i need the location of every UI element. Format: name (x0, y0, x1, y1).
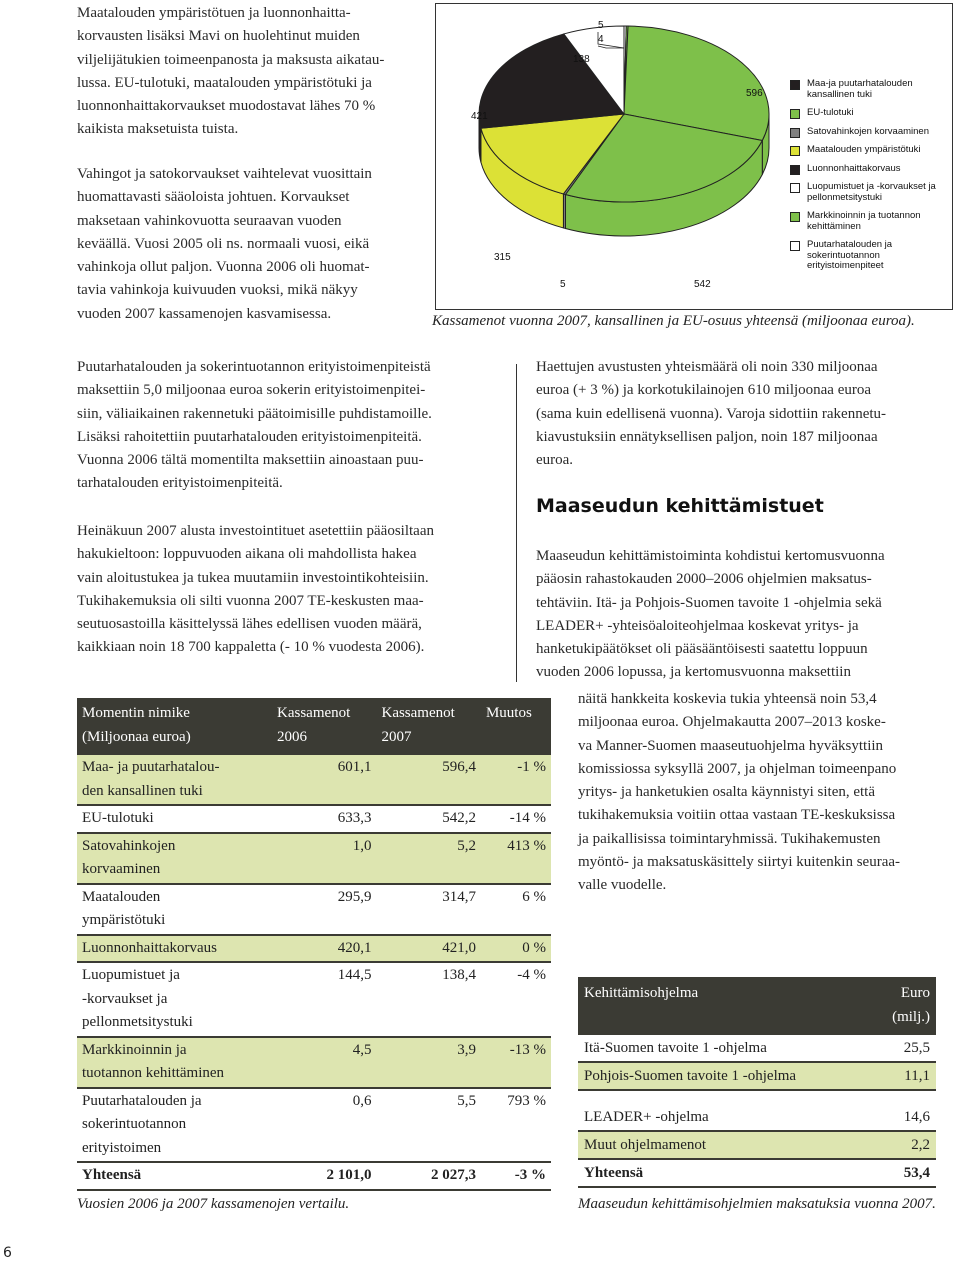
grants-line: (sama kuin edellisenä vuonna). Varoja sidottiin rakennetu- (536, 405, 887, 422)
pie-data-label: 138 (573, 54, 590, 65)
development-programme-table (578, 977, 936, 1188)
rural-cont-line: myöntö- ja maksatuskäsittely siirtyi kuitenkin seuraa- (578, 854, 901, 871)
investment-line: seutuosastoilla käsittelyssä lähes edellisen vuoden määrä, (77, 616, 422, 633)
table-cell: LEADER+ -ohjelma (584, 1109, 709, 1125)
legend-swatch (790, 212, 800, 222)
table-cell: Yhteensä (578, 1159, 871, 1187)
column-divider (516, 364, 517, 682)
table-total-row (578, 1159, 936, 1187)
table-cell: 5,5 (457, 1092, 476, 1109)
chart-legend (790, 79, 950, 280)
legend-entry (790, 240, 950, 272)
intro-line: viljelijätukien toimeenpanosta ja maksusta aikatau- (77, 51, 385, 68)
sugar-line: maksettiin 5,0 miljoonaa euroa sokerin erityistoimenpitei- (77, 382, 426, 399)
pie-data-label: 542 (694, 279, 711, 290)
sugar-line: tarhatalouden erityistoimenpiteitä. (77, 475, 283, 492)
table-cell: -4 % (517, 967, 546, 983)
damage-line: maksetaan vahinkovuotta seuraavan vuoden (77, 212, 342, 229)
pie-data-label: 421 (471, 111, 488, 122)
table-cell: Maa- ja puutarhatalou- den kansallinen tuki (82, 759, 220, 799)
table-row (77, 884, 551, 935)
table-cell: 5,2 (457, 837, 476, 854)
table-cell: 413 % (507, 837, 546, 854)
table-row (77, 833, 551, 884)
damage-paragraph (77, 163, 427, 326)
table-cell: -13 % (509, 1041, 546, 1058)
intro-line: Maatalouden ympäristötuen ja luonnonhaitta- (77, 5, 351, 21)
legend-label: EU-tulotuki (807, 107, 854, 118)
table-cell: Luonnonhaittakorvaus (82, 939, 217, 956)
page-number: 6 (3, 1245, 12, 1261)
legend-swatch (790, 146, 800, 156)
rural-line: tehtäviin. Itä- ja Pohjois-Suomen tavoite 1 -ohjelmia sekä (536, 594, 882, 611)
intro-line: lussa. EU-tulotuki, maatalouden ympäristötuki ja (77, 74, 372, 91)
table2-header: Euro (milj.) (871, 977, 936, 1034)
investment-line: hakukieltoon: loppuvuoden aikana oli mahdollista hakea (77, 546, 417, 563)
table-cell: 14,6 (903, 1109, 930, 1125)
pie-data-label: 596 (746, 88, 763, 99)
section-heading: Maaseudun kehittämistuet (536, 495, 824, 517)
investment-paragraph (77, 520, 507, 660)
table-cell: Muut ohjelmamenot (584, 1137, 707, 1153)
rural-line: hanketukipäätökset oli pääsääntöisesti saatettu loppuun (536, 641, 868, 658)
table-cell: 633,3 (337, 810, 372, 826)
table-cell: 2,2 (911, 1137, 930, 1153)
table-row (77, 935, 551, 963)
table-cell: 420,1 (337, 939, 372, 956)
table-cell: 2 101,0 (272, 1162, 376, 1190)
legend-entry (790, 164, 950, 175)
rural-cont-line: komissiossa syksyllä 2007, ja ohjelman toimeenpano (578, 760, 897, 777)
table-cell: 138,4 (442, 967, 476, 983)
legend-label: Luopumistuet ja -korvaukset ja pellonmetsitystuki (807, 181, 936, 203)
intro-paragraph (77, 2, 427, 142)
legend-swatch (790, 128, 800, 138)
table-cell: Pohjois-Suomen tavoite 1 -ohjelma (584, 1068, 797, 1084)
table-cell: Markkinoinnin ja tuotannon kehittäminen (82, 1041, 225, 1081)
table-total-row (77, 1162, 551, 1190)
rural-cont-line: yritys- ja hanketukien osalta käynnistyi siten, että (578, 784, 876, 801)
table-cell: Satovahinkojen korvaaminen (82, 837, 176, 877)
rural-line: vuoden 2006 lopussa, ja kertomusvuonna maksettiin (536, 664, 851, 681)
rural-cont-line: ja paikallisissa toimintaryhmissä. Tukihakemusten (578, 830, 881, 847)
pie-data-label: 4 (598, 34, 604, 45)
chart-caption: Kassamenot vuonna 2007, kansallinen ja EU-osuus yhteensä (miljoonaa euroa). (432, 313, 915, 329)
sugar-paragraph (77, 356, 507, 496)
table-row (77, 1037, 551, 1088)
grants-line: euroa. (536, 452, 574, 469)
legend-entry (790, 211, 950, 232)
table-cell: 1,0 (352, 837, 372, 854)
table1-header: Muutos (481, 698, 551, 754)
table-cell: 601,1 (337, 759, 372, 775)
table-cell: 314,7 (442, 888, 476, 905)
table-cell: Luopumistuet ja -korvaukset ja pellonmetsitystuki (82, 967, 193, 1030)
damage-line: tavia vahinkoja kuivuuden vuoksi, mikä näkyy (77, 282, 358, 299)
table-cell: -14 % (509, 810, 546, 826)
legend-entry (790, 79, 950, 100)
table-cell: 3,9 (457, 1041, 476, 1058)
legend-swatch (790, 109, 800, 119)
damage-line: vuoden 2007 kassamenojen kasvamisessa. (77, 305, 332, 322)
table-cell: 596,4 (442, 759, 476, 775)
table-cell: 6 % (522, 888, 546, 905)
rural-line: Maaseudun kehittämistoiminta kohdistui kertomusvuonna (536, 548, 885, 564)
damage-line: Vahingot ja satokorvaukset vaihtelevat vuosittain (77, 166, 372, 182)
table2-header: Kehittämisohjelma (578, 977, 871, 1034)
table-row (578, 1131, 936, 1159)
table-row (578, 1090, 936, 1131)
table1-header: Momentin nimike (Miljoonaa euroa) (77, 698, 272, 754)
legend-label: Satovahinkojen korvaaminen (807, 125, 929, 137)
rural-cont-line: miljoonaa euroa. Ohjelmakautta 2007–2013 koske- (578, 714, 886, 731)
table-row (77, 1088, 551, 1163)
sugar-line: Lisäksi rahoitettiin puutarhatalouden erityistoimenpiteitä. (77, 428, 422, 445)
table-row (578, 1062, 936, 1090)
legend-label: Markkinoinnin ja tuotannon kehittäminen (807, 210, 921, 232)
legend-swatch (790, 80, 800, 90)
rural-cont-line: näitä hankkeita koskevia tukia yhteensä noin 53,4 (578, 691, 877, 707)
sugar-line: Puutarhatalouden ja sokerintuotannon erityistoimenpiteistä (77, 359, 431, 375)
table-cell: 793 % (507, 1092, 546, 1109)
table-row (77, 805, 551, 833)
rural-cont-line: valle vuodelle. (578, 877, 667, 894)
legend-swatch (790, 165, 800, 175)
investment-line: kaikkiaan noin 18 700 kappaletta (- 10 % vuodesta 2006). (77, 639, 425, 656)
table1-header: Kassamenot 2006 (272, 698, 376, 754)
sugar-line: Vuonna 2006 tältä momentilta maksettiin ainoastaan puu- (77, 452, 424, 469)
table-cell: 53,4 (871, 1159, 936, 1187)
intro-line: korvausten lisäksi Mavi on huolehtinut muiden (77, 28, 360, 45)
rural-cont-line: tukihakemuksia voitiin ottaa vastaan TE-keskuksissa (578, 807, 896, 824)
legend-swatch (790, 241, 800, 251)
rural-development-paragraph-cont (578, 688, 950, 898)
table-cell: EU-tulotuki (82, 810, 154, 826)
table-row (578, 1034, 936, 1062)
table-cell: -3 % (481, 1162, 551, 1190)
table-cell: 421,0 (442, 939, 476, 956)
legend-label: Maatalouden ympäristötuki (807, 144, 921, 155)
pie-data-label: 5 (598, 20, 604, 31)
table-cell: 542,2 (442, 810, 476, 826)
investment-line: Tukihakemuksia oli silti vuonna 2007 TE-keskusten maa- (77, 592, 424, 609)
damage-line: vahinkoja ollut paljon. Vuonna 2006 oli huomat- (77, 259, 370, 276)
pie-data-label: 315 (494, 252, 511, 263)
table-cell: 4,5 (352, 1041, 372, 1058)
damage-line: huomattavasti sääoloista johtuen. Korvaukset (77, 189, 350, 206)
legend-entry (790, 182, 950, 203)
legend-label: Puutarhatalouden ja sokerintuotannon erityistoimenpiteet (807, 239, 893, 271)
damage-line: keväällä. Vuosi 2005 oli ns. normaali vuosi, eikä (77, 235, 370, 252)
table1-header: Kassamenot 2007 (376, 698, 480, 754)
intro-line: kaikista maksetuista tuista. (77, 121, 239, 138)
grants-line: Haettujen avustusten yhteismäärä oli noin 330 miljoonaa (536, 359, 878, 375)
table-cell: Maatalouden ympäristötuki (82, 888, 166, 928)
rural-development-paragraph (536, 545, 950, 685)
table1-caption: Vuosien 2006 ja 2007 kassamenojen vertailu. (77, 1196, 350, 1212)
table-cell: 11,1 (904, 1068, 930, 1084)
sugar-line: siin, väliaikainen rakennetuki päätoimisille puhdistamoille. (77, 405, 432, 422)
legend-label: Luonnonhaittakorvaus (807, 162, 901, 174)
table-cell: Itä-Suomen tavoite 1 -ohjelma (584, 1040, 767, 1056)
table-cell: 2 027,3 (376, 1162, 480, 1190)
investment-line: Heinäkuun 2007 alusta investointituet asetettiin pääosiltaan (77, 523, 434, 539)
table-cell: 25,5 (903, 1040, 930, 1056)
pie-data-label: 5 (560, 279, 566, 290)
cash-expenditure-table (77, 698, 551, 1191)
table-row (77, 754, 551, 805)
table-cell: Yhteensä (77, 1162, 272, 1190)
legend-entry (790, 145, 950, 156)
legend-entry (790, 127, 950, 138)
table-cell: 0,6 (352, 1092, 372, 1109)
investment-line: vain aloitustukea ja tukea muutamiin investointikohteisiin. (77, 569, 429, 586)
table-cell: 0 % (522, 939, 546, 956)
legend-swatch (790, 183, 800, 193)
grants-line: kiavustuksiin ennätyksellisen paljon, noin 187 miljoonaa (536, 428, 878, 445)
table-row (77, 962, 551, 1037)
table-cell: -1 % (517, 759, 546, 775)
legend-label: Maa-ja puutarhatalouden kansallinen tuki (807, 78, 913, 100)
rural-cont-line: va Manner-Suomen maaseutuohjelma hyväksyttiin (578, 737, 884, 754)
table-cell: Puutarhatalouden ja sokerintuotannon erityistoimen (82, 1092, 202, 1156)
intro-line: luonnonhaittakorvaukset muodostavat lähes 70 % (77, 98, 376, 115)
rural-line: pääosin rahastokauden 2000–2006 ohjelmien maksatus- (536, 571, 872, 588)
pie-chart-frame (435, 3, 953, 310)
grants-line: euroa (+ 3 %) ja korkotukilainojen 610 miljoonaa euroa (536, 382, 872, 399)
grants-paragraph (536, 356, 950, 472)
rural-line: LEADER+ -yhteisöaloiteohjelmaa koskevat yritys- ja (536, 617, 859, 634)
table-cell: 295,9 (337, 888, 372, 905)
table2-caption: Maaseudun kehittämisohjelmien maksatuksia vuonna 2007. (578, 1196, 936, 1212)
legend-entry (790, 108, 950, 119)
table-cell: 144,5 (337, 967, 372, 983)
